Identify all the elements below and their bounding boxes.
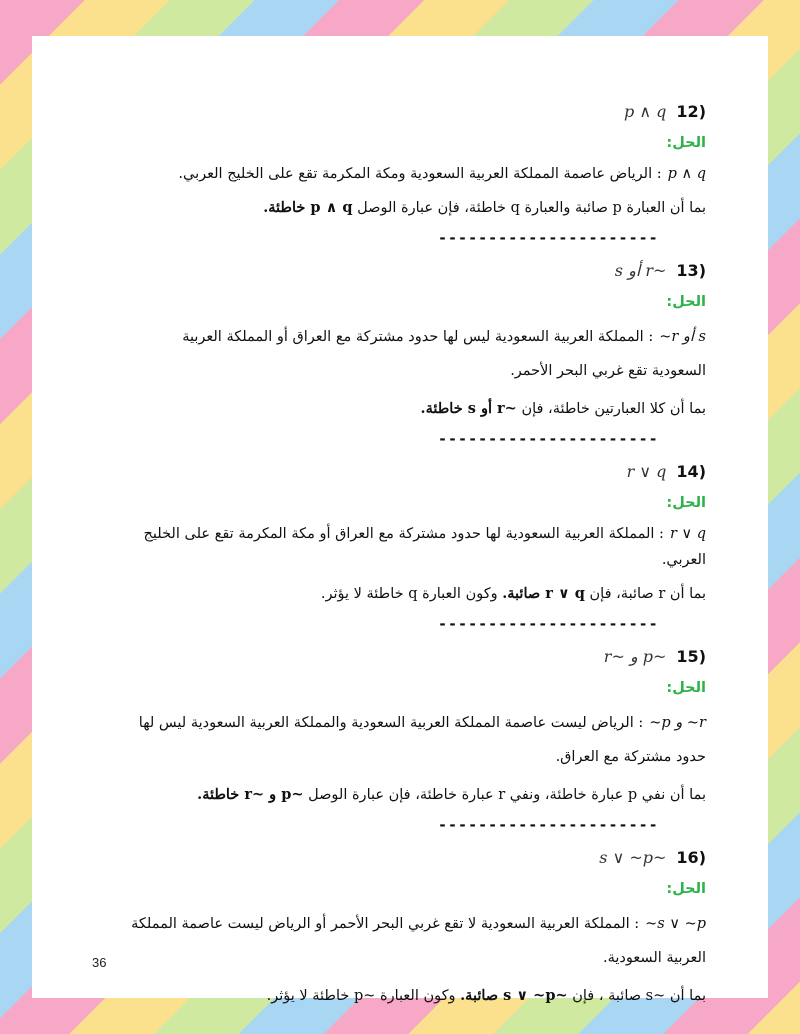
question-14-header [128, 462, 706, 481]
solution-label: الحل: [666, 495, 706, 511]
reason-text: بما أن العبارة p صائبة والعبارة q خاطئة، فإن عبارة الوصل [357, 200, 706, 216]
statement-line [128, 907, 706, 975]
solution-label: الحل: [666, 881, 706, 897]
divider: ---------------------- [438, 816, 659, 834]
reason-line [128, 195, 706, 221]
solution-label: الحل: [666, 294, 706, 310]
reason-text: بما أن r صائبة، فإن [589, 586, 706, 602]
reason-conclusion: ~p و ~r خاطئة. [197, 786, 304, 803]
reason-line [128, 983, 706, 1009]
solution-label: الحل: [666, 680, 706, 696]
statement-line [128, 706, 706, 774]
content [32, 36, 768, 1017]
statement-text: : الرياض ليست عاصمة المملكة العربية السعودية والمملكة العربية السعودية ليس لها حدود مشتركة مع العراق. [138, 715, 706, 765]
statement-expression: p ∧ q [667, 166, 706, 182]
reason-text: بما أن نفي p عبارة خاطئة، ونفي r عبارة خاطئة، فإن عبارة الوصل [308, 787, 706, 803]
question-16-header [128, 848, 706, 867]
reason-line [128, 782, 706, 808]
statement-text: : الرياض عاصمة المملكة العربية السعودية ومكة المكرمة تقع على الخليج العربي. [178, 166, 662, 182]
question-number: (15 [676, 647, 706, 666]
reason-line [128, 396, 706, 422]
question-12-header [128, 102, 706, 121]
reason-text: بما أن كلا العبارتين خاطئة، فإن [521, 401, 706, 417]
question-number: (14 [676, 462, 706, 481]
reason-tail: وكون العبارة q خاطئة لا يؤثر. [320, 586, 498, 602]
statement-text: : المملكة العربية السعودية ليس لها حدود مشتركة مع العراق أو المملكة العربية السعودية تقع غربي البحر الأحمر. [182, 329, 706, 379]
solution-label: الحل: [666, 135, 706, 151]
statement-line [128, 320, 706, 388]
reason-conclusion: ~s ∨ ~p صائبة. [460, 987, 568, 1004]
question-expression: p ∧ q [624, 102, 667, 121]
statement-text: : المملكة العربية السعودية لا تقع غربي البحر الأحمر أو الرياض ليست عاصمة المملكة العربية السعودية. [131, 916, 706, 966]
question-number: (13 [676, 261, 706, 280]
reason-text: بما أن ~s صائبة ، فإن [572, 988, 706, 1004]
page-number: 36 [92, 955, 107, 970]
divider: ---------------------- [438, 430, 659, 448]
question-expression: ~s ∨ ~p [599, 848, 667, 867]
reason-conclusion: r ∨ q صائبة. [502, 585, 585, 602]
statement-expression: ~p و ~r [649, 715, 706, 731]
question-expression: ~p و ~r [603, 647, 667, 666]
question-expression: r ∨ q [626, 462, 667, 481]
reason-conclusion: p ∧ q خاطئة. [263, 199, 353, 216]
reason-tail: وكون العبارة ~p خاطئة لا يؤثر. [266, 988, 456, 1004]
document-page [32, 36, 768, 1004]
reason-line [128, 581, 706, 607]
statement-line [128, 161, 706, 187]
divider: ---------------------- [438, 615, 659, 633]
divider: ---------------------- [438, 229, 659, 247]
statement-expression: ~s ∨ ~p [645, 916, 706, 932]
statement-line [128, 521, 706, 573]
question-expression: ~r أو s [614, 261, 667, 280]
reason-conclusion: ~r أو s خاطئة. [420, 400, 517, 417]
question-number: (12 [676, 102, 706, 121]
question-number: (16 [676, 848, 706, 867]
statement-expression: ~r أو s [659, 329, 706, 345]
statement-text: : المملكة العربية السعودية لها حدود مشتركة مع العراق أو مكة المكرمة تقع على الخليج العربي. [143, 526, 706, 568]
question-15-header [128, 647, 706, 666]
statement-expression: r ∨ q [669, 526, 706, 542]
question-13-header [128, 261, 706, 280]
